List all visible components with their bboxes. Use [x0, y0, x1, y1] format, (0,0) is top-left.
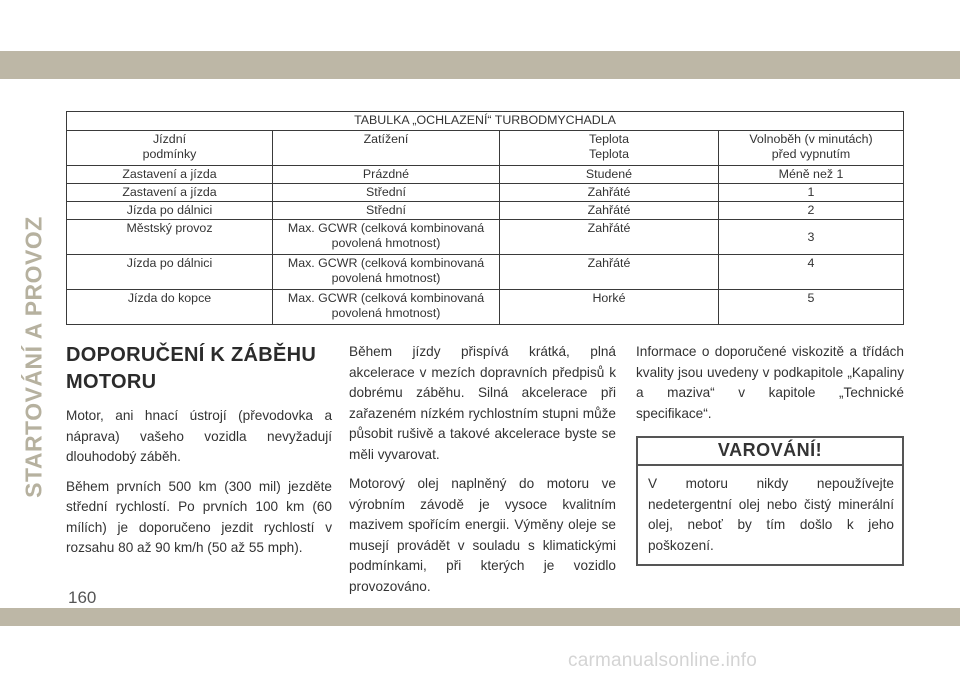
table-cell: Městský provoz — [67, 220, 273, 255]
paragraph: Během jízdy přispívá krátká, plná akcelerace v mezích dopravních předpisů k dobrému záběhu. Silná akcelerace při zařazeném nízkém rychlostním stupni může působit rušivě a takové akcelerace byste se měli vyvarovat. — [349, 344, 616, 462]
text-column-2 — [349, 342, 616, 606]
table-cell: 3 — [719, 220, 904, 255]
table-row — [67, 255, 904, 290]
paragraph: Během prvních 500 km (300 mil) jezděte střední rychlostí. Po prvních 100 km (60 mílích) je doporučeno jezdit rychlostí v rozsahu 80 až 90 km/h (50 až 55 mph). — [66, 478, 332, 555]
section-tab-label: STARTOVÁNÍ A PROVOZ — [20, 216, 47, 498]
table-cell: 2 — [719, 202, 904, 220]
table-cell: Jízda po dálnici — [67, 255, 273, 290]
text-column-1 — [66, 342, 332, 568]
table-row — [67, 220, 904, 255]
table-cell: 4 — [719, 255, 904, 290]
table-cell: Jízda po dálnici — [67, 202, 273, 220]
table-cell: Max. GCWR (celková kombinovaná povolená hmotnost) — [273, 220, 500, 255]
header-line: Teplota — [589, 132, 629, 146]
watermark: carmanualsonline.info — [568, 650, 758, 671]
table-cell: 1 — [719, 184, 904, 202]
table-cell: Zastavení a jízda — [67, 184, 273, 202]
table-cell: Méně než 1 — [719, 166, 904, 184]
warning-title: VAROVÁNÍ! — [638, 438, 902, 466]
text-column-3 — [636, 342, 904, 566]
table-cell: Prázdné — [273, 166, 500, 184]
table-header-cell — [67, 131, 273, 166]
table-cell: Max. GCWR (celková kombinovaná povolená hmotnost) — [273, 290, 500, 325]
warning-box — [636, 436, 904, 566]
header-line: před vypnutím — [771, 147, 851, 161]
page-number: 160 — [68, 588, 97, 607]
section-tab — [14, 110, 54, 498]
header-line: podmínky — [142, 147, 197, 161]
table-row — [67, 184, 904, 202]
table-cell: Zastavení a jízda — [67, 166, 273, 184]
bottom-band — [0, 608, 960, 626]
warning-text: V motoru nikdy nepoužívejte nedetergentní olej nebo čistý minerální olej, neboť by tím došlo k jeho poškození. — [648, 476, 894, 553]
header-line: Volnoběh (v minutách) — [749, 132, 873, 146]
table-row — [67, 202, 904, 220]
header-line: Zatížení — [363, 132, 409, 146]
table-header-cell — [719, 131, 904, 166]
table-cell: Max. GCWR (celková kombinovaná povolená hmotnost) — [273, 255, 500, 290]
header-line: Teplota — [589, 147, 629, 161]
table-cell: Zahřáté — [500, 202, 719, 220]
table-title: TABULKA „OCHLAZENÍ“ TURBODMYCHADLA — [67, 112, 904, 131]
cooling-table — [66, 111, 904, 325]
paragraph: Informace o doporučené viskozitě a třídách kvality jsou uvedeny v podkapitole „Kapaliny a maziva“ v kapitole „Technické specifikace“. — [636, 344, 904, 421]
table-header-row — [67, 131, 904, 166]
table-cell: Zahřáté — [500, 255, 719, 290]
table-cell: Horké — [500, 290, 719, 325]
table-header-cell — [273, 131, 500, 166]
table-cell: Střední — [273, 202, 500, 220]
table-cell: Studené — [500, 166, 719, 184]
table-cell: Zahřáté — [500, 220, 719, 255]
table-cell: Střední — [273, 184, 500, 202]
paragraph: Motor, ani hnací ústrojí (převodovka a náprava) vašeho vozidla nevyžadují dlouhodobý záběh. — [66, 408, 332, 464]
table-cell: Jízda do kopce — [67, 290, 273, 325]
top-band — [0, 51, 960, 79]
header-line: Jízdní — [152, 132, 187, 146]
table-header-cell — [500, 131, 719, 166]
paragraph: Motorový olej naplněný do motoru ve výrobním závodě je vysoce kvalitním mazivem spořícím energii. Výměny oleje se musejí provádět v souladu s klimatickými podmínkami, při kterých je vozidlo provozováno. — [349, 476, 616, 594]
section-heading: DOPORUČENÍ K ZÁBĚHU MOTORU — [66, 344, 317, 393]
table-cell: Zahřáté — [500, 184, 719, 202]
table-cell: 5 — [719, 290, 904, 325]
table-row — [67, 166, 904, 184]
table-row — [67, 290, 904, 325]
